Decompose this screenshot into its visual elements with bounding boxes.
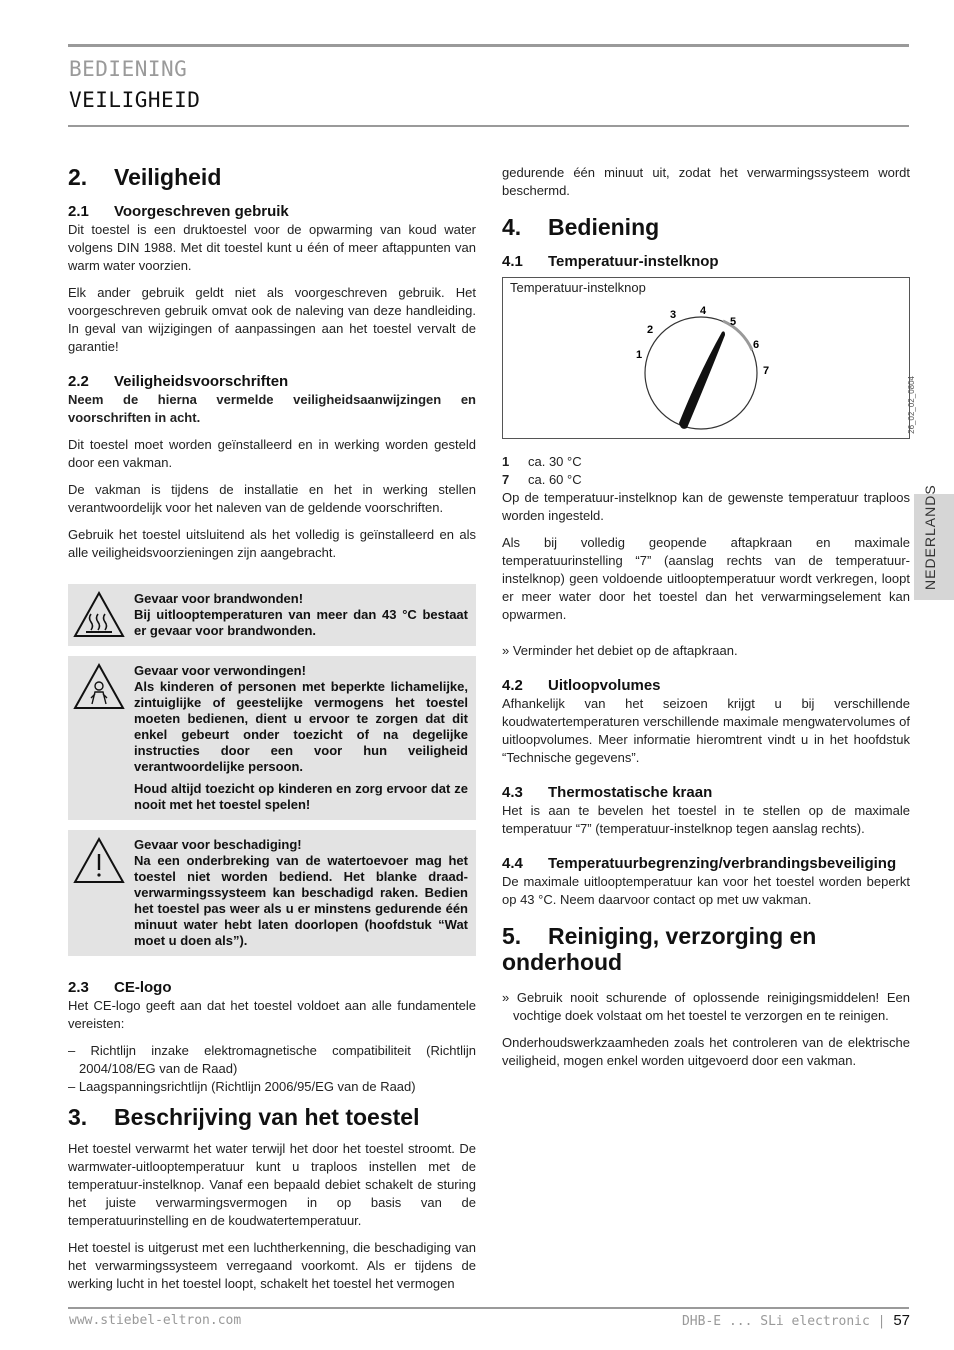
header-rule bbox=[68, 125, 909, 127]
temperature-dial-icon bbox=[503, 278, 909, 438]
section-4-2-heading: 4.2 Uitloopvolumes bbox=[502, 677, 661, 694]
footer-url: www.stiebel-eltron.com bbox=[69, 1313, 242, 1328]
section-4-heading: 4. Bediening bbox=[502, 214, 660, 240]
section-4-4-heading: 4.4 Temperatuurbegrenzing/verbrandingsbeveiliging bbox=[502, 855, 897, 872]
instruction: » Verminder het debiet op de aftapkraan. bbox=[502, 643, 738, 658]
paragraph: Het CE-logo geeft aan dat het toestel voldoet aan alle fundamentele vereisten: bbox=[68, 998, 476, 1031]
dial-number: 1 bbox=[636, 349, 643, 361]
language-tab bbox=[914, 484, 954, 600]
warning-damage bbox=[68, 830, 476, 956]
warning-title: Gevaar voor beschadiging! bbox=[134, 837, 302, 852]
paragraph: gedurende één minuut uit, zodat het verwarmingssysteem wordt beschermd. bbox=[502, 165, 910, 198]
figure-caption: Temperatuur-instelknop bbox=[510, 280, 646, 295]
list-item: – Laagspanningsrichtlijn (Richtlijn 2006/95/EG van de Raad) bbox=[68, 1079, 416, 1094]
language-tab-label: NEDERLANDS bbox=[922, 484, 938, 590]
paragraph: Onderhoudswerkzaamheden zoals het controleren van de elektrische veiligheid, mogen enkel worden uitgevoerd door een vakman. bbox=[502, 1035, 910, 1068]
footer-right bbox=[682, 1312, 910, 1329]
legend-row: 7 ca. 60 °C bbox=[502, 472, 582, 487]
intro-bold: Neem de hierna vermelde veiligheidsaanwijzingen en voorschriften in acht. bbox=[68, 392, 476, 425]
section-3-heading: 3. Beschrijving van het toestel bbox=[68, 1104, 420, 1130]
figure-code: 26_02_02_0804 bbox=[907, 376, 916, 434]
paragraph: Op de temperatuur-instelknop kan de gewenste temperatuur traploos worden ingesteld. bbox=[502, 490, 910, 523]
footer-product: DHB-E ... SLi electronic | bbox=[681, 1314, 886, 1329]
paragraph: Dit toestel is een druktoestel voor de opwarming van koud water volgens DIN 1988. Met dit toestel kunt u één of meer aftappunten van warm water voorzien. bbox=[68, 222, 476, 273]
dial-number: 2 bbox=[647, 324, 654, 336]
top-rule bbox=[68, 44, 909, 47]
dial-number: 3 bbox=[670, 309, 677, 321]
warning-injury bbox=[68, 656, 476, 820]
paragraph: Afhankelijk van het seizoen krijgt u bij verschillende koudwatertemperaturen verschillende maximale mengwatervolumes of uitloopvolumes. Meer informatie hieromtrent vindt u in het hoofdstuk “Technische gegevens”. bbox=[502, 696, 910, 765]
warning-text-2: Houd altijd toezicht op kinderen en zorg ervoor dat ze nooit met het toestel spelen! bbox=[134, 781, 468, 812]
warning-burn bbox=[68, 584, 476, 646]
dial-number: 4 bbox=[700, 305, 707, 317]
section-4-1-heading: 4.1 Temperatuur-instelknop bbox=[502, 253, 719, 270]
paragraph: Het toestel is uitgerust met een luchtherkenning, die beschadiging van het verwarmingssysteem verregaand voorkomt. Als er tijdens de werking lucht in het toestel loopt, schakelt het toestel het vermogen bbox=[68, 1240, 476, 1291]
paragraph: Als bij volledig geopende aftapkraan en maximale temperatuurinstelling “7” (aanslag rechts van de temperatuur-instelknop) geen voldoende uitlooptemperatuur wordt verkregen, loopt er meer water door het toestel dan het verwarmingselement kan opwarmen. bbox=[502, 535, 910, 622]
exclamation-icon bbox=[72, 836, 126, 886]
paragraph: Het is aan te bevelen het toestel in te stellen op de maximale temperatuur “7” (temperatuur-instelknop tegen aanslag rechts). bbox=[502, 803, 910, 836]
instruction: » Gebruik nooit schurende of oplossende reinigingsmiddelen! Een vochtige doek volstaat om het toestel te verzorgen en te reinigen. bbox=[502, 990, 910, 1023]
section-5-heading: 5. Reiniging, verzorging en onderhoud bbox=[502, 923, 817, 975]
injury-icon bbox=[72, 662, 126, 712]
dial-number: 5 bbox=[730, 316, 737, 328]
legend-row: 1 ca. 30 °C bbox=[502, 454, 582, 469]
paragraph: De maximale uitlooptemperatuur kan voor het toestel worden beperkt op 43 °C. Neem daarvoor contact op met uw vakman. bbox=[502, 874, 910, 907]
list-item: – Richtlijn inzake elektromagnetische compatibiliteit (Richtlijn 2004/108/EG van de Raad) bbox=[68, 1043, 476, 1076]
hot-surface-icon bbox=[72, 590, 126, 640]
header-section: BEDIENING bbox=[69, 57, 188, 81]
section-2-heading: 2. Veiligheid bbox=[68, 164, 222, 190]
warning-text: Bij uitlooptemperaturen van meer dan 43 °C bestaat er gevaar voor brandwonden. bbox=[134, 607, 468, 638]
page-number: 57 bbox=[893, 1312, 910, 1329]
dial-figure bbox=[502, 277, 916, 439]
left-column bbox=[68, 164, 476, 1302]
warning-text: Als kinderen of personen met beperkte lichamelijke, zintuiglijke of geestelijke vermogens het toestel moeten bedienen, dient u ervoor te zorgen dat dit enkel gebeurt onder toezicht of na degelijke instructies door een voor hun veiligheid verantwoordelijke persoon. bbox=[134, 679, 468, 774]
paragraph: De vakman is tijdens de installatie en het in werking stellen verantwoordelijk voor het naleven van de geldende voorschriften. bbox=[68, 482, 476, 515]
footer-rule bbox=[68, 1307, 909, 1309]
section-2-3-heading: 2.3 CE-logo bbox=[68, 979, 172, 996]
section-4-3-heading: 4.3 Thermostatische kraan bbox=[502, 784, 713, 801]
dial-number: 6 bbox=[753, 339, 760, 351]
paragraph: Dit toestel moet worden geïnstalleerd en in werking worden gesteld door een vakman. bbox=[68, 437, 476, 470]
section-2-2-heading: 2.2 Veiligheidsvoorschriften bbox=[68, 373, 289, 390]
warning-title: Gevaar voor brandwonden! bbox=[134, 591, 304, 606]
paragraph: Elk ander gebruik geldt niet als voorgeschreven gebruik. Het voorgeschreven gebruik omvat ook de naleving van deze handleiding. In geval van wijzigingen of aanpassingen aan het toestel vervalt de garantie! bbox=[68, 285, 476, 354]
paragraph: Het toestel verwarmt het water terwijl het door het toestel stroomt. De warmwater-uitlooptemperatuur kunt u traploos instellen met de temperatuur-instelknop. Vanaf een bepaald debiet schakelt de sturing het juiste verwarmingsvermogen in op basis van de temperatuurinstelling en de koudwatertemperatuur. bbox=[68, 1141, 476, 1228]
header-subsection: VEILIGHEID bbox=[69, 88, 201, 112]
warning-title: Gevaar voor verwondingen! bbox=[134, 663, 306, 678]
right-column bbox=[502, 164, 916, 1079]
section-2-1-heading: 2.1 Voorgeschreven gebruik bbox=[68, 203, 289, 220]
dial-number: 7 bbox=[763, 365, 770, 377]
warning-text: Na een onderbreking van de watertoevoer mag het toestel niet worden bediend. Het blanke draad-verwarmingssysteem kan beschadigd raken. Bedien het toestel pas weer als u er minstens gedurende één minuut water hebt laten doorlopen (hoofdstuk “Wat moet u doen als”). bbox=[134, 853, 468, 948]
paragraph: Gebruik het toestel uitsluitend als het volledig is geïnstalleerd en als alle veiligheidsvoorzieningen zijn aangebracht. bbox=[68, 527, 476, 560]
